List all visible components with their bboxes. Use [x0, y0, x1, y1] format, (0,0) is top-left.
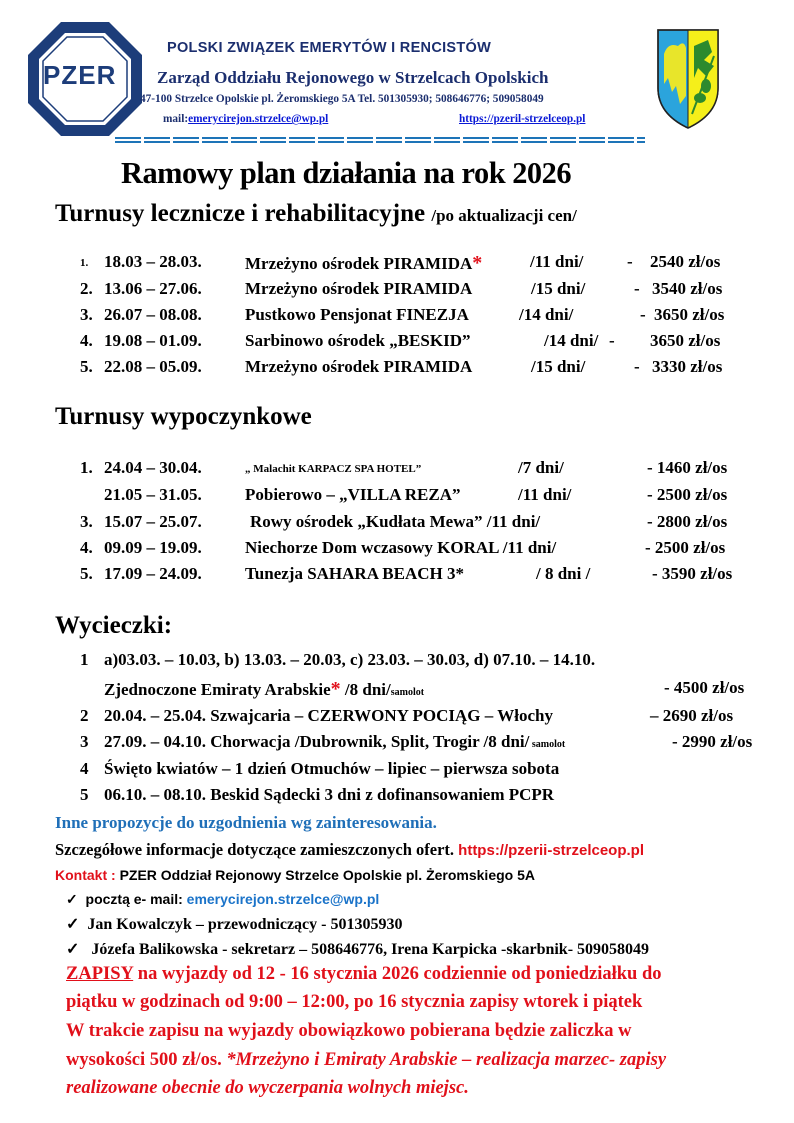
row-text [104, 759, 559, 779]
contact-text: PZER Oddział Rejonowy Strzelce Opolskie pl. Żeromskiego 5A [119, 867, 535, 883]
org-name: POLSKI ZWIĄZEK EMERYTÓW I RENCISTÓW [167, 40, 492, 56]
row-dates: 13.06 – 27.06. [104, 279, 202, 298]
trip-row [0, 650, 794, 674]
row-text [104, 650, 595, 670]
rehab-row [0, 252, 794, 276]
row-number: 4 [80, 759, 89, 778]
row-duration: / 8 dni / [536, 564, 591, 583]
trip-row [0, 785, 794, 809]
trip-text: 27.09. – 04.10. Chorwacja /Dubrownik, Split, Trogir /8 dni/ [104, 732, 530, 751]
row-dates: 26.07 – 08.08. [104, 305, 202, 324]
rehab-row [0, 331, 794, 355]
trip-text: Zjednoczone Emiraty Arabskie [104, 680, 331, 699]
row-number: 5. [80, 564, 93, 583]
section-heading-rehab [55, 200, 577, 228]
header-divider-2 [115, 141, 645, 143]
row-number: 3. [80, 512, 93, 531]
row-place: Niechorze Dom wczasowy KORAL /11 dni/ [245, 538, 557, 557]
row-price: - 1460 zł/os [647, 458, 728, 477]
check-icon: ✓ [66, 941, 80, 958]
trip-row [0, 706, 794, 730]
row-dates: 19.08 – 01.09. [104, 331, 202, 350]
row-place: Sarbinowo ośrodek „BESKID” [245, 331, 471, 350]
contact-email-link[interactable]: emerycirejon.strzelce@wp.pl [186, 891, 380, 907]
heading-text: Turnusy lecznicze i rehabilitacyjne [55, 200, 432, 227]
row-number: 3. [80, 305, 93, 324]
row-number: 3 [80, 732, 89, 751]
row-place: Mrzeżyno ośrodek PIRAMIDA [245, 357, 473, 376]
row-price: 3540 zł/os [652, 279, 723, 298]
page-title: Ramowy plan działania na rok 2026 [121, 155, 572, 190]
registration-text-1: na wyjazdy od 12 - 16 stycznia 2026 codziennie od poniedziałku do [133, 964, 662, 984]
branch-name: Zarząd Oddziału Rejonowego w Strzelcach Opolskich [157, 68, 549, 87]
website-link[interactable]: https://pzeril-strzelceop.pl [459, 113, 586, 125]
contact-label: Kontakt : [55, 867, 120, 883]
address: 47-100 Strzelce Opolskie pl. Żeromskiego 5A Tel. 501305930; 508646776; 509058049 [140, 93, 544, 105]
row-duration: /7 dni/ [518, 458, 564, 477]
row-price: – 2690 zł/os [650, 706, 734, 725]
leisure-row [0, 564, 794, 588]
row-dates: 24.04 – 30.04. [104, 458, 202, 477]
row-duration: /14 dni/ [519, 305, 574, 324]
contact-secretary [66, 939, 649, 959]
trip-duration: /8 dni/ [340, 680, 391, 699]
row-dash: - [609, 331, 615, 350]
row-place: Rowy ośrodek „Kudłata Mewa” /11 dni/ [250, 512, 541, 531]
registration-note-2: realizowane obecnie do wyczerpania wolnych miejsc. [66, 1078, 469, 1098]
trip-text: a)03.03. – 10.03, b) 13.03. – 20.03, c) 23.03. – 30.03, d) 07.10. – 14.10. [104, 650, 596, 669]
row-number: 1. [80, 257, 89, 269]
leisure-row [0, 485, 794, 509]
leisure-row [0, 458, 794, 482]
asterisk-icon: * [330, 678, 341, 700]
row-dates: 21.05 – 31.05. [104, 485, 202, 504]
details-link[interactable]: https://pzerii-strzelceop.pl [458, 842, 645, 859]
details-line [55, 840, 644, 860]
email-link[interactable]: emerycirejon.strzelce@wp.pl [188, 113, 329, 125]
trip-row [0, 759, 794, 783]
trip-text: 06.10. – 08.10. Beskid Sądecki 3 dni z dofinansowaniem PCPR [104, 785, 555, 804]
row-price: 2540 zł/os [650, 252, 721, 271]
rehab-row [0, 357, 794, 381]
mail-label: mail: [163, 113, 189, 125]
row-number: 5. [80, 357, 93, 376]
section-heading-trips: Wycieczki: [55, 612, 173, 639]
contact-chairman [66, 914, 402, 934]
row-number: 4. [80, 538, 93, 557]
mail-line [163, 113, 328, 125]
row-price: 3650 zł/os [650, 331, 721, 350]
row-duration: /11 dni/ [530, 252, 584, 271]
row-place: „ Malachit KARPACZ SPA HOTEL” [245, 463, 422, 475]
rehab-row [0, 305, 794, 329]
row-place: Tunezja SAHARA BEACH 3* [245, 564, 464, 583]
header-divider [115, 137, 645, 139]
row-dash: - [640, 305, 646, 324]
row-place: Mrzeżyno ośrodek PIRAMIDA* [245, 252, 483, 274]
row-price: - 2990 zł/os [672, 732, 753, 751]
row-number: 5 [80, 785, 89, 804]
row-price: - 2500 zł/os [647, 485, 728, 504]
row-price: - 2800 zł/os [647, 512, 728, 531]
row-text [104, 732, 565, 752]
row-dates: 18.03 – 28.03. [104, 252, 202, 271]
secretary-text: Józefa Balikowska - sekretarz – 508646776, Irena Karpicka -skarbnik- 509058049 [87, 941, 650, 958]
registration-line-2: piątku w godzinach od 9:00 – 12:00, po 16 stycznia zapisy wtorek i piątek [66, 992, 643, 1012]
trip-text: 20.04. – 25.04. Szwajcaria – CZERWONY POCIĄG – Włochy [104, 706, 553, 725]
row-duration: /14 dni/ [544, 331, 599, 350]
registration-line-4 [66, 1050, 666, 1071]
row-duration: /15 dni/ [531, 357, 586, 376]
row-number: 1. [80, 458, 93, 477]
coat-of-arms [656, 26, 720, 130]
check-icon: ✓ [66, 916, 80, 933]
row-dates: 15.07 – 25.07. [104, 512, 202, 531]
rehab-row [0, 279, 794, 303]
registration-note: *Mrzeżyno i Emiraty Arabskie – realizacja marzec- zapisy [226, 1050, 667, 1070]
trip-row [0, 732, 794, 756]
contact-email-prefix: pocztą e- mail: [85, 891, 187, 907]
row-number: 4. [80, 331, 93, 350]
row-price: - 2500 zł/os [645, 538, 726, 557]
row-dates: 22.08 – 05.09. [104, 357, 202, 376]
row-number: 2 [80, 706, 89, 725]
registration-line-1 [66, 964, 662, 985]
row-price: 3330 zł/os [652, 357, 723, 376]
row-price: 3650 zł/os [654, 305, 725, 324]
row-dash: - [634, 357, 640, 376]
other-proposals: Inne propozycje do uzgodnienia wg zainteresowania. [55, 813, 437, 832]
trip-row [0, 678, 794, 702]
registration-text-4: wysokości 500 zł/os. [66, 1050, 227, 1070]
row-dates: 09.09 – 19.09. [104, 538, 202, 557]
chairman-text: Jan Kowalczyk – przewodniczący - 501305930 [87, 916, 403, 933]
registration-label: ZAPISY [66, 964, 134, 984]
details-text: Szczegółowe informacje dotyczące zamieszczonych ofert. [55, 840, 459, 859]
section-heading-leisure: Turnusy wypoczynkowe [55, 403, 312, 430]
contact-line [55, 867, 535, 883]
row-text [104, 678, 424, 701]
check-icon: ✓ [66, 891, 78, 907]
row-number: 2. [80, 279, 93, 298]
row-dash: - [627, 252, 633, 271]
row-text [104, 706, 553, 726]
row-duration: /11 dni/ [518, 485, 572, 504]
logo-text: PZER [43, 60, 117, 90]
transport-note: samolot [529, 739, 566, 750]
registration-line-3: W trakcie zapisu na wyjazdy obowiązkowo pobierana będzie zaliczka w [66, 1021, 632, 1041]
trip-text: Święto kwiatów – 1 dzień Otmuchów – lipiec – pierwsza sobota [104, 759, 560, 778]
row-place: Pustkowo Pensjonat FINEZJA [245, 305, 469, 324]
row-place: Mrzeżyno ośrodek PIRAMIDA [245, 279, 473, 298]
row-price: - 3590 zł/os [652, 564, 733, 583]
registration-line-5 [66, 1078, 469, 1099]
heading-note: /po aktualizacji cen/ [431, 206, 577, 225]
transport-note: samolot [390, 687, 425, 698]
row-text [104, 785, 554, 805]
row-price: - 4500 zł/os [664, 678, 745, 697]
leisure-row [0, 512, 794, 536]
leisure-row [0, 538, 794, 562]
contact-email-item [66, 891, 379, 908]
row-dates: 17.09 – 24.09. [104, 564, 202, 583]
asterisk-icon: * [472, 252, 483, 274]
row-dash: - [634, 279, 640, 298]
row-number: 1 [80, 650, 89, 669]
pzer-logo [26, 20, 144, 138]
row-place: Pobierowo – „VILLA REZA” [245, 485, 461, 504]
row-duration: /15 dni/ [531, 279, 586, 298]
